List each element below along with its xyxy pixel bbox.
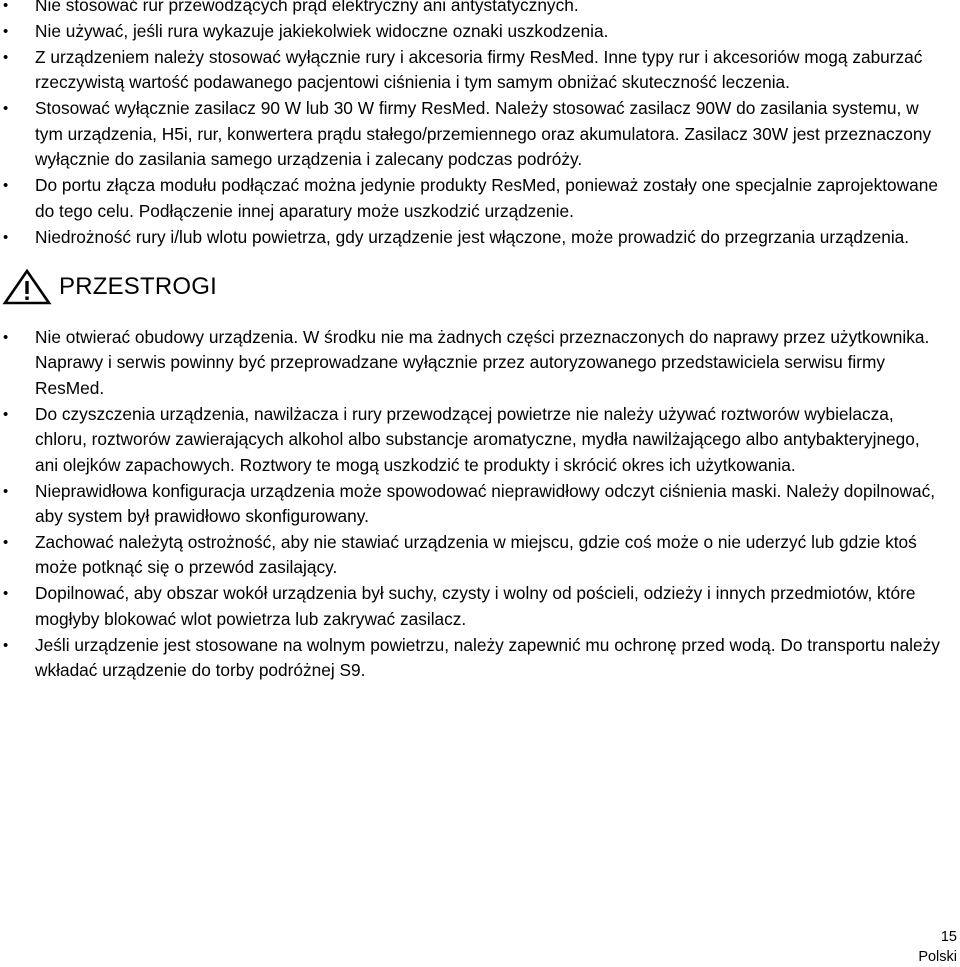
list-item-text: Jeśli urządzenie jest stosowane na wolnym powietrzu, należy zapewnić mu ochronę przed wodą. Do transportu należy wkładać urządzenie do torby podróżnej S9.: [35, 634, 940, 681]
list-item-text: Do czyszczenia urządzenia, nawilżacza i rury przewodzącej powietrze nie należy używać roztworów wybielacza, chloru, roztworów zawierających alkohol albo substancje aromatyczne, mydła nawilżającego albo antybakteryjnego, ani olejków zapachowych. Roztwory te mogą uszkodzić te produkty i skrócić okres ich użytkowania.: [35, 403, 920, 475]
list-item-text: Do portu złącza modułu podłączać można jedynie produkty ResMed, ponieważ zostały one specjalnie zaprojektowane do tego celu. Podłączenie innej aparatury może uszkodzić urządzenie.: [35, 175, 938, 221]
bullet-icon: •: [3, 329, 9, 347]
list-item-text: Nie używać, jeśli rura wykazuje jakiekolwiek widoczne oznaki uszkodzenia.: [35, 21, 609, 41]
list-item-text: Dopilnować, aby obszar wokół urządzenia był suchy, czysty i wolny od pościeli, odzieży i innych przedmiotów, które mogłyby blokować wlot powietrza lub zakrywać zasilacz.: [35, 583, 916, 629]
warning-list: [0, 0, 960, 250]
list-item: [0, 45, 960, 96]
bullet-icon: •: [3, 49, 9, 66]
footer-language: Polski: [918, 949, 957, 965]
bullet-icon: •: [3, 534, 9, 552]
list-item: [0, 173, 960, 224]
list-item: [0, 479, 960, 530]
list-item: [0, 530, 960, 581]
bullet-icon: •: [3, 636, 9, 654]
list-item-text: Zachować należytą ostrożność, aby nie stawiać urządzenia w miejscu, gdzie coś może o nie uderzyć lub gdzie ktoś może potknąć się o przewód zasilający.: [35, 532, 917, 578]
bullet-icon: •: [3, 482, 9, 500]
list-item: [0, 19, 960, 44]
warning-triangle-icon: [2, 269, 52, 305]
bullet-icon: •: [3, 100, 9, 118]
list-item: [0, 402, 960, 478]
bullet-icon: •: [3, 228, 9, 246]
bullet-icon: •: [3, 23, 9, 40]
page-number: 15: [940, 929, 957, 945]
list-item-text: Z urządzeniem należy stosować wyłącznie rury i akcesoria firmy ResMed. Inne typy rur i akcesoriów mogą zaburzać rzeczywistą wartość podawanego pacjentowi ciśnienia i tym samym obniżać skuteczność leczenia.: [35, 47, 923, 93]
list-item: [0, 225, 960, 250]
caution-list: [0, 325, 960, 684]
bullet-icon: •: [3, 585, 9, 603]
list-item: [0, 325, 960, 401]
bullet-icon: •: [3, 0, 9, 14]
list-item-text: Nieprawidłowa konfiguracja urządzenia może spowodować nieprawidłowy odczyt ciśnienia maski. Należy dopilnować, aby system był prawidłowo skonfigurowany.: [35, 480, 936, 527]
bullet-icon: •: [3, 405, 9, 423]
list-item: [0, 633, 960, 684]
list-item-text: Niedrożność rury i/lub wlotu powietrza, gdy urządzenie jest włączone, może prowadzić do przegrzania urządzenia.: [35, 226, 910, 247]
list-item: [0, 0, 960, 18]
page-footer: [918, 927, 957, 967]
list-item: [0, 581, 960, 632]
bullet-icon: •: [3, 177, 9, 195]
list-item-text: Nie otwierać obudowy urządzenia. W środku nie ma żadnych części przeznaczonych do naprawy przez użytkownika. Naprawy i serwis powinny być przeprowadzane wyłącznie przez autoryzowanego przedstawiciela serwisu firmy ResMed.: [35, 327, 930, 398]
caution-heading: [0, 269, 960, 309]
caution-title: PRZESTROGI: [59, 273, 218, 301]
list-item-text: Nie stosować rur przewodzących prąd elektryczny ani antystatycznych.: [35, 0, 579, 15]
list-item-text: Stosować wyłącznie zasilacz 90 W lub 30 W firmy ResMed. Należy stosować zasilacz 90W do zasilania systemu, w tym urządzenia, H5i, rur, konwertera prądu stałego/przemiennego oraz akumulatora. Zasilacz 30W jest przeznaczony wyłącznie do zasilania samego urządzenia i zalecany podczas podróży.: [35, 98, 932, 170]
list-item: [0, 96, 960, 172]
